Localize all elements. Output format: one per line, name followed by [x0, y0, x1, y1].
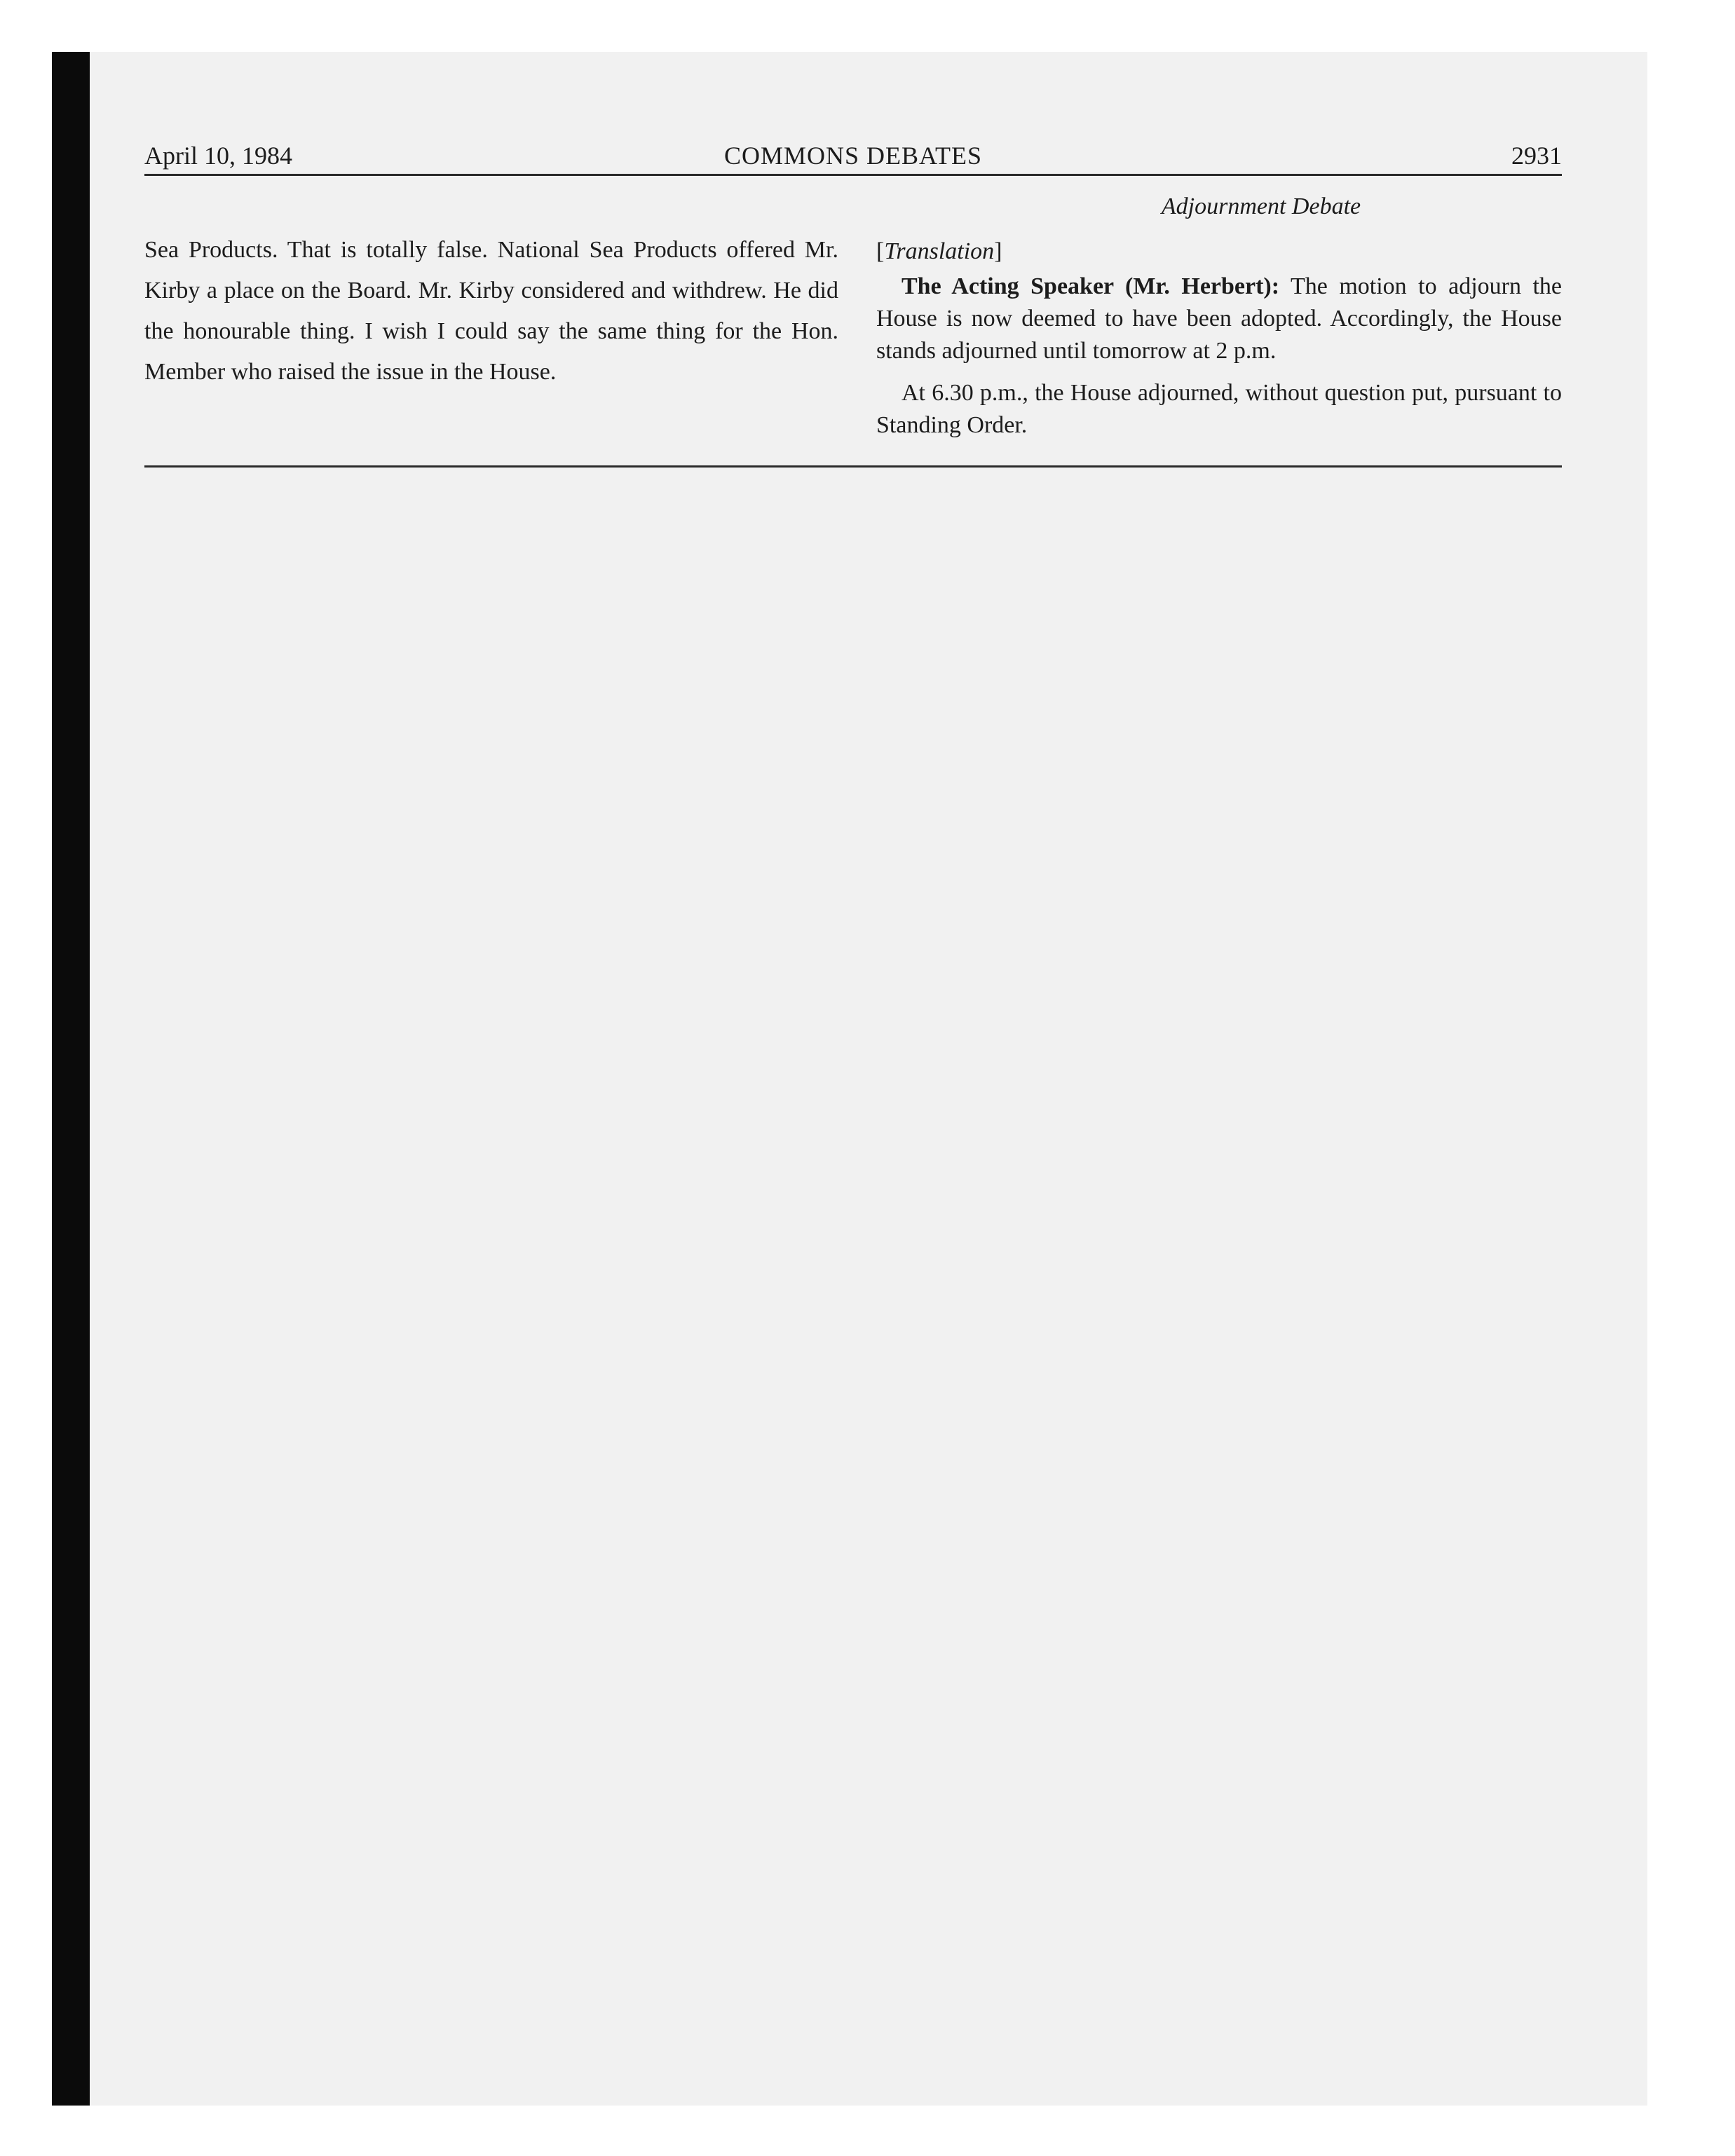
translation-note [876, 236, 1562, 268]
translation-close-bracket: ] [994, 238, 1002, 264]
right-column [876, 189, 1562, 451]
header-page-number: 2931 [1511, 142, 1562, 170]
adjournment-paragraph: At 6.30 p.m., the House adjourned, without question put, pursuant to Standing Order. [876, 380, 1562, 438]
header-title: COMMONS DEBATES [723, 142, 983, 170]
scan-edge-bar [52, 52, 90, 2106]
translation-open-bracket: [ [876, 238, 885, 264]
translation-label: Translation [884, 238, 995, 264]
header-divider [144, 174, 1562, 176]
left-column-paragraph: Sea Products. That is totally false. National Sea Products offered Mr. Kirby a place on the Board. Mr. Kirby considered and withdrew. He did the honourable thing. I wish I could say the same thing for the Hon. Member who raised the issue in the House. [144, 237, 838, 385]
section-end-divider [144, 465, 1562, 468]
section-heading: Adjournment Debate [1161, 193, 1361, 219]
header-date: April 10, 1984 [144, 142, 292, 170]
speaker-name: The Acting Speaker (Mr. Herbert): [901, 273, 1280, 299]
speaker-paragraph [876, 271, 1562, 367]
page-header [144, 140, 1562, 177]
left-column [144, 230, 838, 393]
speaker-statement: The motion to adjourn the House is now deemed to have been adopted. Accordingly, the House stands adjourned until tomorrow at 2 p.m. [876, 273, 1562, 364]
